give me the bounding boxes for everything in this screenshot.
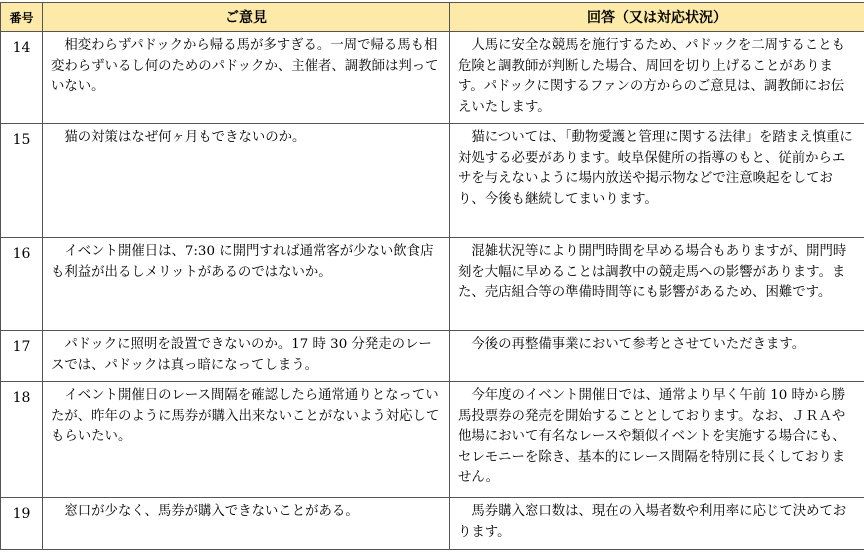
table-row [1, 124, 864, 238]
row-number: 17 [1, 331, 43, 382]
row-number: 18 [1, 382, 43, 498]
row-opinion: 窓口が少なく、馬券が購入できないことがある。 [43, 498, 450, 550]
table-row [1, 331, 864, 382]
header-number: 番号 [1, 3, 43, 32]
header-row [1, 3, 864, 32]
row-answer: 猫については、「動物愛護と管理に関する法律」を踏まえ慎重に対処する必要があります。岐阜保健所の指導のもと、従前からエサを与えないように場内放送や掲示物などで注意喚起をしており、今後も継続してまいります。 [450, 124, 864, 238]
row-number: 14 [1, 32, 43, 124]
table-header [1, 3, 864, 32]
header-opinion: ご意見 [43, 3, 450, 32]
row-opinion: イベント開催日のレース間隔を確認したら通常通りとなっていたが、昨年のように馬券が購入出来ないことがないよう対応してもらいたい。 [43, 382, 450, 498]
opinion-answer-table [0, 2, 864, 550]
row-opinion: 猫の対策はなぜ何ヶ月もできないのか。 [43, 124, 450, 238]
row-answer: 今後の再整備事業において参考とさせていただきます。 [450, 331, 864, 382]
table-row [1, 32, 864, 124]
table-row [1, 498, 864, 550]
row-number: 15 [1, 124, 43, 238]
header-answer: 回答（又は対応状況） [450, 3, 864, 32]
row-opinion: パドックに照明を設置できないのか。17 時 30 分発走のレースでは、パドックは真っ暗になってしまう。 [43, 331, 450, 382]
table-body [1, 32, 864, 550]
table-row [1, 238, 864, 331]
row-answer: 馬券購入窓口数は、現在の入場者数や利用率に応じて決めております。 [450, 498, 864, 550]
row-answer: 混雑状況等により開門時間を早める場合もありますが、開門時刻を大幅に早めることは調教中の競走馬への影響があります。また、売店組合等の準備時間等にも影響があるため、困難です。 [450, 238, 864, 331]
row-opinion: 相変わらずパドックから帰る馬が多すぎる。一周で帰る馬も相変わらずいるし何のためのパドックか、主催者、調教師は判っていない。 [43, 32, 450, 124]
row-number: 19 [1, 498, 43, 550]
row-opinion: イベント開催日は、7:30 に開門すれば通常客が少ない飲食店も利益が出るしメリットがあるのではないか。 [43, 238, 450, 331]
row-number: 16 [1, 238, 43, 331]
table-row [1, 382, 864, 498]
row-answer: 人馬に安全な競馬を施行するため、パドックを二周することも危険と調教師が判断した場合、周回を切り上げることがあります。パドックに関するファンの方からのご意見は、調教師にお伝えいたします。 [450, 32, 864, 124]
row-answer: 今年度のイベント開催日では、通常より早く午前 10 時から勝馬投票券の発売を開始することとしております。なお、ＪＲＡや他場において有名なレースや類似イベントを実施する場合にも、セレモニーを除き、基本的にレース間隔を特別に長くしておりません。 [450, 382, 864, 498]
